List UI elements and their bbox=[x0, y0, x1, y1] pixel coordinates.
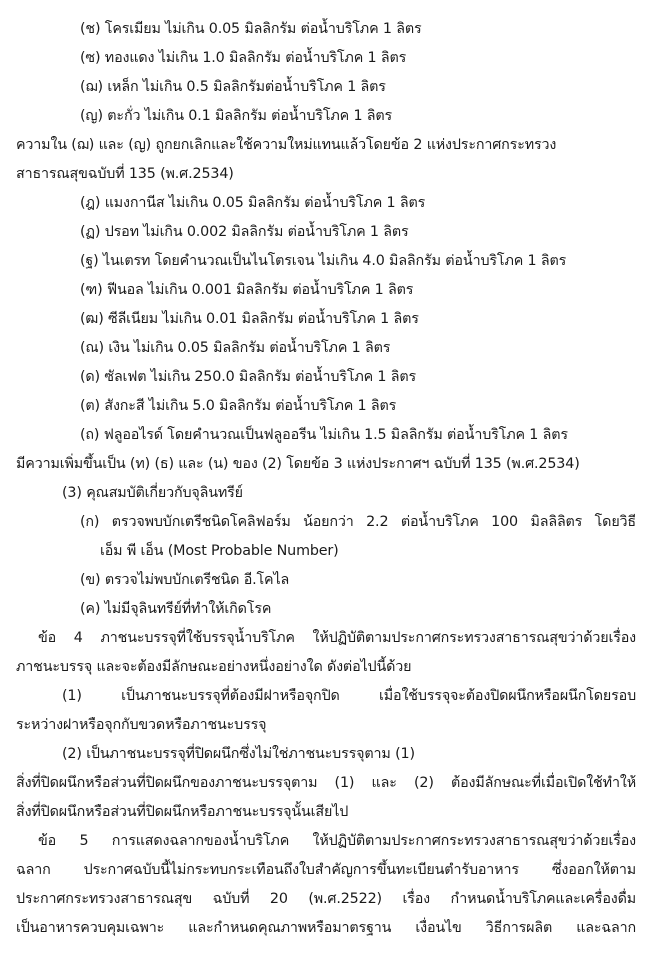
text-line: (ด) ซัลเฟต ไม่เกิน 250.0 มิลลิกรัม ต่อน้ำบริโภค 1 ลิตร bbox=[80, 369, 417, 385]
text-line: (1) เป็นภาชนะบรรจุที่ต้องมีฝาหรือจุกปิด เมื่อใช้บรรจุจะต้องปิดผนึกหรือผนึกโดยรอบ bbox=[62, 688, 636, 704]
text-line: (ณ) เงิน ไม่เกิน 0.05 มิลลิกรัม ต่อน้ำบริโภค 1 ลิตร bbox=[80, 340, 391, 356]
text-line: ระหว่างฝาหรือจุกกับขวดหรือภาชนะบรรจุ bbox=[16, 717, 267, 733]
text-line: ความใน (ฌ) และ (ญ) ถูกยกเลิกและใช้ความใหม่แทนแล้วโดยข้อ 2 แห่งประกาศกระทรวง bbox=[16, 137, 557, 153]
text-line: (ฏ) ปรอท ไม่เกิน 0.002 มิลลิกรัม ต่อน้ำบริโภค 1 ลิตร bbox=[80, 224, 409, 240]
text-line: ประกาศกระทรวงสาธารณสุข ฉบับที่ 20 (พ.ศ.2522) เรื่อง กำหนดน้ำบริโภคและเครื่องดื่ม bbox=[16, 891, 636, 907]
text-line: (ซ) ทองแดง ไม่เกิน 1.0 มิลลิกรัม ต่อน้ำบริโภค 1 ลิตร bbox=[80, 50, 407, 66]
text-line: เป็นอาหารควบคุมเฉพาะ และกำหนดคุณภาพหรือมาตรฐาน เงื่อนไข วิธีการผลิต และฉลาก bbox=[16, 920, 636, 936]
text-line: (ฎ) แมงกานีส ไม่เกิน 0.05 มิลลิกรัม ต่อน้ำบริโภค 1 ลิตร bbox=[80, 195, 426, 211]
text-line: ข้อ 5 การแสดงฉลากของน้ำบริโภค ให้ปฏิบัติตามประกาศกระทรวงสาธารณสุขว่าด้วยเรื่อง bbox=[38, 833, 636, 849]
text-line: (ค) ไม่มีจุลินทรีย์ที่ทำให้เกิดโรค bbox=[80, 601, 272, 617]
text-line: (ญ) ตะกั่ว ไม่เกิน 0.1 มิลลิกรัม ต่อน้ำบริโภค 1 ลิตร bbox=[80, 108, 393, 124]
text-line: (ฌ) เหล็ก ไม่เกิน 0.5 มิลลิกรัมต่อน้ำบริโภค 1 ลิตร bbox=[80, 79, 386, 95]
text-line: (ก) ตรวจพบบักเตรีชนิดโคลิฟอร์ม น้อยกว่า 2.2 ต่อน้ำบริโภค 100 มิลลิลิตร โดยวิธี bbox=[80, 514, 636, 530]
text-line: (ช) โครเมียม ไม่เกิน 0.05 มิลลิกรัม ต่อน้ำบริโภค 1 ลิตร bbox=[80, 21, 422, 37]
text-line: (ฑ) ฟีนอล ไม่เกิน 0.001 มิลลิกรัม ต่อน้ำบริโภค 1 ลิตร bbox=[80, 282, 414, 298]
text-line: มีความเพิ่มขึ้นเป็น (ท) (ธ) และ (น) ของ (2) โดยข้อ 3 แห่งประกาศฯ ฉบับที่ 135 (พ.ศ.2534) bbox=[16, 456, 580, 472]
text-line: สิ่งที่ปิดผนึกหรือส่วนที่ปิดผนึกหรือภาชนะบรรจุนั้นเสียไป bbox=[16, 804, 349, 820]
text-line: ภาชนะบรรจุ และจะต้องมีลักษณะอย่างหนึ่งอย่างใด ดังต่อไปนี้ด้วย bbox=[16, 659, 412, 675]
text-line: สิ่งที่ปิดผนึกหรือส่วนที่ปิดผนึกของภาชนะบรรจุตาม (1) และ (2) ต้องมีลักษณะที่เมื่อเปิดใช้ทำให้ bbox=[16, 775, 636, 791]
text-line: (ถ) ฟลูออไรด์ โดยคำนวณเป็นฟลูออรีน ไม่เกิน 1.5 มิลลิกรัม ต่อน้ำบริโภค 1 ลิตร bbox=[80, 427, 568, 443]
text-line: (ข) ตรวจไม่พบบักเตรีชนิด อี.โคไล bbox=[80, 572, 290, 588]
section-heading: (3) คุณสมบัติเกี่ยวกับจุลินทรีย์ bbox=[62, 485, 243, 501]
text-line: สาธารณสุขฉบับที่ 135 (พ.ศ.2534) bbox=[16, 166, 234, 182]
text-line: เอ็ม พี เอ็น (Most Probable Number) bbox=[100, 543, 339, 559]
text-line: (ต) สังกะสี ไม่เกิน 5.0 มิลลิกรัม ต่อน้ำบริโภค 1 ลิตร bbox=[80, 398, 397, 414]
text-line: (ฐ) ไนเตรท โดยคำนวณเป็นไนโตรเจน ไม่เกิน 4.0 มิลลิกรัม ต่อน้ำบริโภค 1 ลิตร bbox=[80, 253, 567, 269]
text-line: (2) เป็นภาชนะบรรจุที่ปิดผนึกซึ่งไม่ใช่ภาชนะบรรจุตาม (1) bbox=[62, 746, 415, 762]
text-line: ข้อ 4 ภาชนะบรรจุที่ใช้บรรจุน้ำบริโภค ให้ปฏิบัติตามประกาศกระทรวงสาธารณสุขว่าด้วยเรื่อง bbox=[38, 630, 636, 646]
text-line: (ฒ) ซีลีเนียม ไม่เกิน 0.01 มิลลิกรัม ต่อน้ำบริโภค 1 ลิตร bbox=[80, 311, 419, 327]
text-line: ฉลาก ประกาศฉบับนี้ไม่กระทบกระเทือนถึงใบสำคัญการขึ้นทะเบียนตำรับอาหาร ซึ่งออกให้ตาม bbox=[16, 862, 636, 878]
